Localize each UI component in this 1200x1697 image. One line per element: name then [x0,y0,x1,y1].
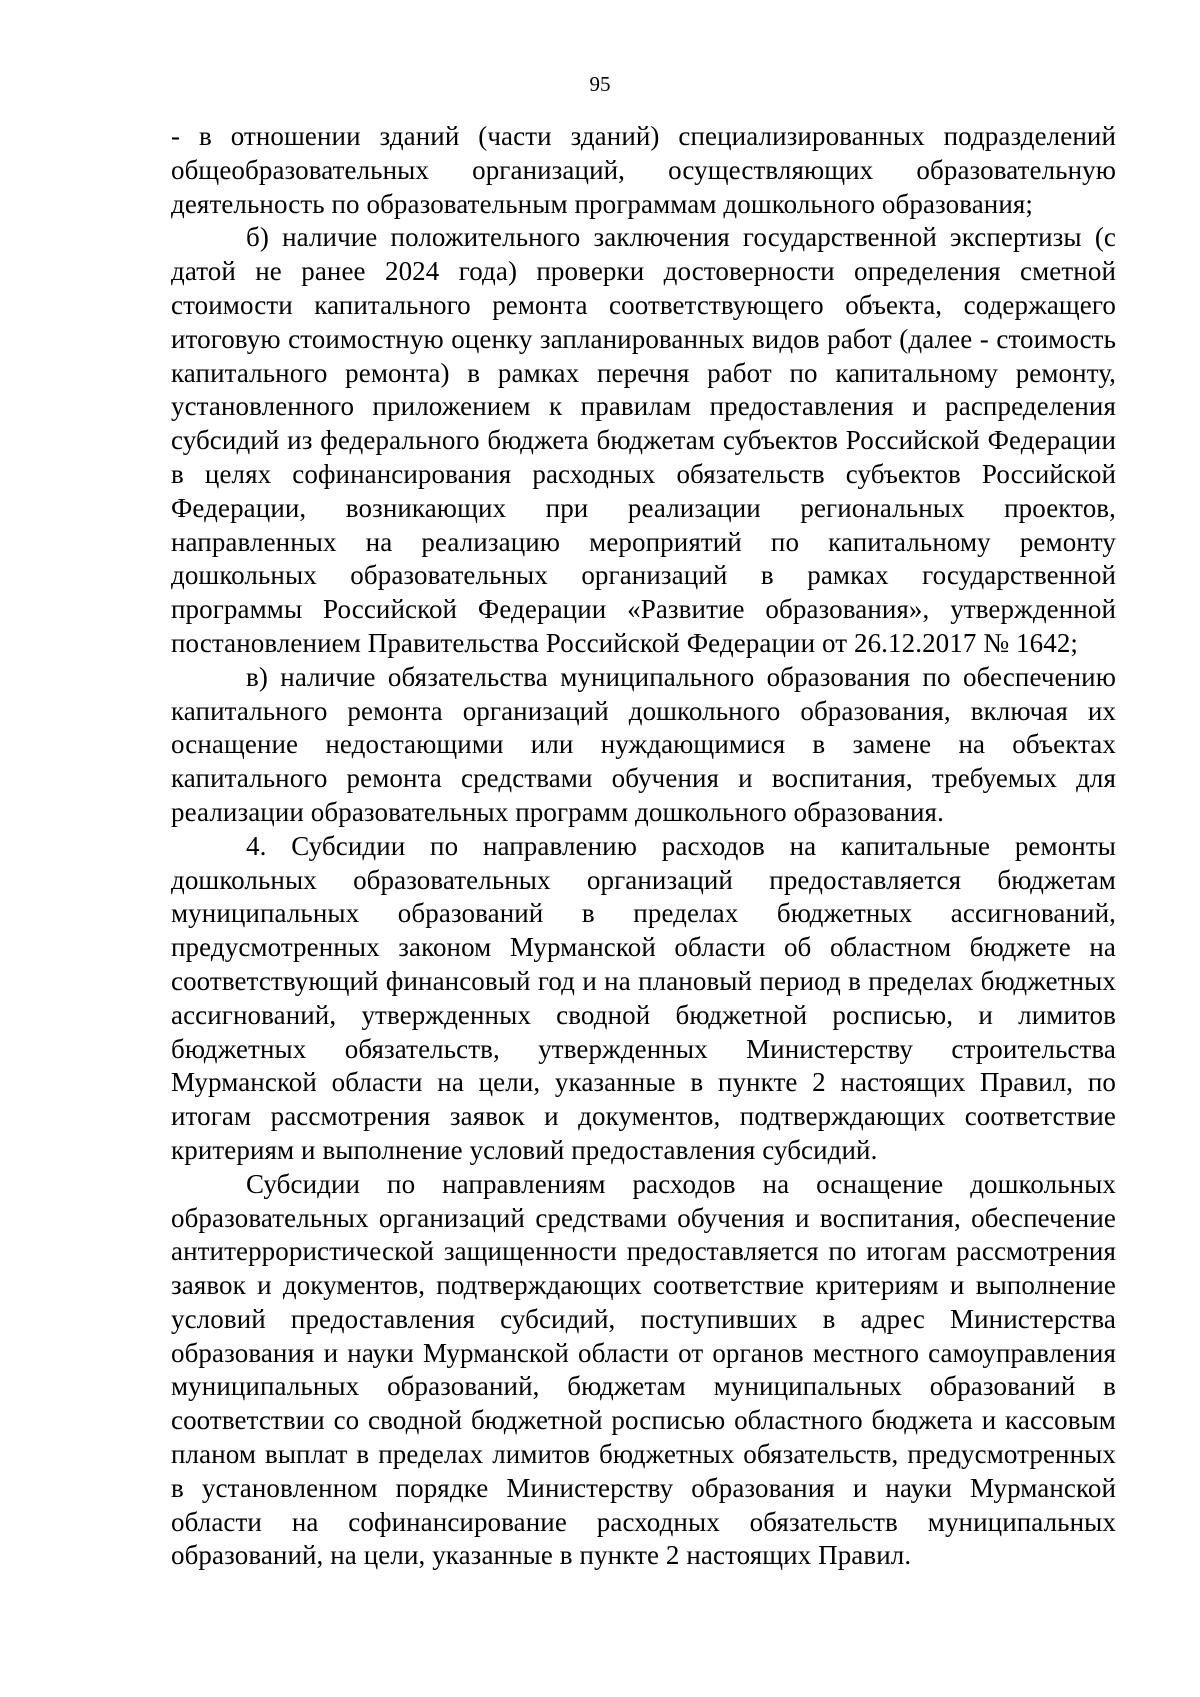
paragraph-item-v: в) наличие обязательства муниципального образования по обеспечению капитального ремонта организаций дошкольного образования, включая их оснащение недостающими или нуждающимися в замене на объектах капитального ремонта средствами обучения и воспитания, требуемых для реализации образовательных программ дошкольного образования. [171,661,1116,827]
paragraph-subsidies-equipment: Субсидии по направлениям расходов на оснащение дошкольных образовательных организаций средствами обучения и воспитания, обеспечение антитеррористической защищенности предоставляется по итогам рассмотрения заявок и документов, подтверждающих соответствие критериям и выполнение условий предоставления субсидий, поступивших в адрес Министерства образования и науки Мурманской области от органов местного самоуправления муниципальных образований, бюджетам муниципальных образований в соответствии со сводной бюджетной росписью областного бюджета и кассовым планом выплат в пределах лимитов бюджетных обязательств, предусмотренных в установленном порядке Министерству образования и науки Мурманской области на софинансирование расходных обязательств муниципальных образований, на цели, указанные в пункте 2 настоящих Правил. [171,1168,1116,1571]
paragraph-item-b: б) наличие положительного заключения государственной экспертизы (с датой не ранее 2024 года) проверки достоверности определения сметной стоимости капитального ремонта соответствующего объекта, содержащего итоговую стоимостную оценку запланированных видов работ (далее - стоимость капитального ремонта) в рамках перечня работ по капитальному ремонту, установленного приложением к правилам предоставления и распределения субсидий из федерального бюджета бюджетам субъектов Российской Федерации в целях софинансирования расходных обязательств субъектов Российской Федерации, возникающих при реализации региональных проектов, направленных на реализацию мероприятий по капитальному ремонту дошкольных образовательных организаций в рамках государственной программы Российской Федерации «Развитие образования», утвержденной постановлением Правительства Российской Федерации от 26.12.2017 № 1642; [171,222,1116,658]
document-body [171,120,1116,1573]
paragraph-item-4: 4. Субсидии по направлению расходов на капитальные ремонты дошкольных образовательных организаций предоставляется бюджетам муниципальных образований в пределах бюджетных ассигнований, предусмотренных законом Мурманской области об областном бюджете на соответствующий финансовый год и на плановый период в пределах бюджетных ассигнований, утвержденных сводной бюджетной росписью, и лимитов бюджетных обязательств, утвержденных Министерству строительства Мурманской области на цели, указанные в пункте 2 настоящих Правил, по итогам рассмотрения заявок и документов, подтверждающих соответствие критериям и выполнение условий предоставления субсидий. [171,830,1116,1165]
page-number: 95 [589,72,611,96]
paragraph-building-exceptions: - в отношении зданий (части зданий) специализированных подразделений общеобразовательных организаций, осуществляющих образовательную деятельность по образовательным программам дошкольного образования; [171,121,1116,219]
